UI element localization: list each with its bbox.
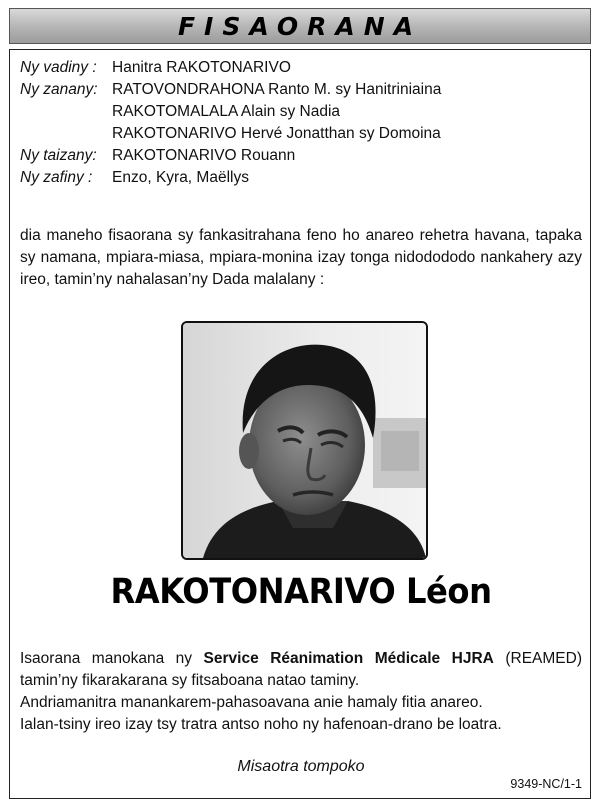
siblings-value: RAKOTONARIVO Rouann	[112, 147, 296, 164]
family-row-children-2	[20, 101, 441, 123]
closing-line-1-prefix: Isaorana manokana ny	[20, 650, 204, 667]
deceased-name: RAKOTONARIVO Léon	[110, 572, 492, 612]
family-list	[20, 57, 441, 189]
intro-text: dia maneho fisaorana sy fankasitrahana feno ho anareo rehetra havana, tapaka sy namana, mpiara-miasa, mpiara-monina izay tonga nidodododo nankahery azy ireo, tamin’ny nahalasan’ny Dada malalany :	[20, 227, 582, 288]
child-2: RAKOTOMALALA Alain sy Nadia	[112, 103, 341, 120]
thanks-line: Misaotra tompoko	[237, 758, 365, 775]
family-row-children-3	[20, 123, 441, 145]
grandchildren-value: Enzo, Kyra, Maëllys	[112, 169, 249, 186]
header-banner	[9, 8, 591, 44]
reference-code: 9349-NC/1-1	[510, 777, 582, 791]
grandchildren-label: Ny zafiny :	[20, 169, 93, 186]
family-row-siblings	[20, 145, 441, 167]
notice-frame	[9, 49, 591, 799]
closing-paragraph	[20, 648, 582, 736]
child-1: RATOVONDRAHONA Ranto M. sy Hanitriniaina	[112, 81, 442, 98]
child-3: RAKOTONARIVO Hervé Jonatthan sy Domoina	[112, 125, 441, 142]
family-row-spouse	[20, 57, 441, 79]
closing-line-2: tamin’ny fikarakarana sy fitsaboana natao taminy.	[20, 672, 360, 689]
children-label: Ny zanany:	[20, 81, 98, 98]
closing-line-1-service: Service Réanimation Médicale HJRA	[203, 650, 494, 667]
family-row-grandchildren	[20, 167, 441, 189]
closing-line-3: Andriamanitra manankarem-pahasoavana anie hamaly fitia anareo.	[20, 694, 483, 711]
closing-line-1	[20, 648, 582, 670]
family-row-children	[20, 79, 441, 101]
spouse-value: Hanitra RAKOTONARIVO	[112, 59, 291, 76]
page-title: FISAORANA	[177, 11, 423, 41]
siblings-label: Ny taizany:	[20, 147, 97, 164]
spouse-label: Ny vadiny :	[20, 59, 97, 76]
closing-line-4: Ialan-tsiny ireo izay tsy tratra antso noho ny hafenoan-drano be loatra.	[20, 716, 502, 733]
closing-line-1-suffix: (REAMED)	[493, 650, 582, 667]
intro-paragraph	[20, 225, 582, 291]
portrait-photo	[181, 321, 428, 560]
